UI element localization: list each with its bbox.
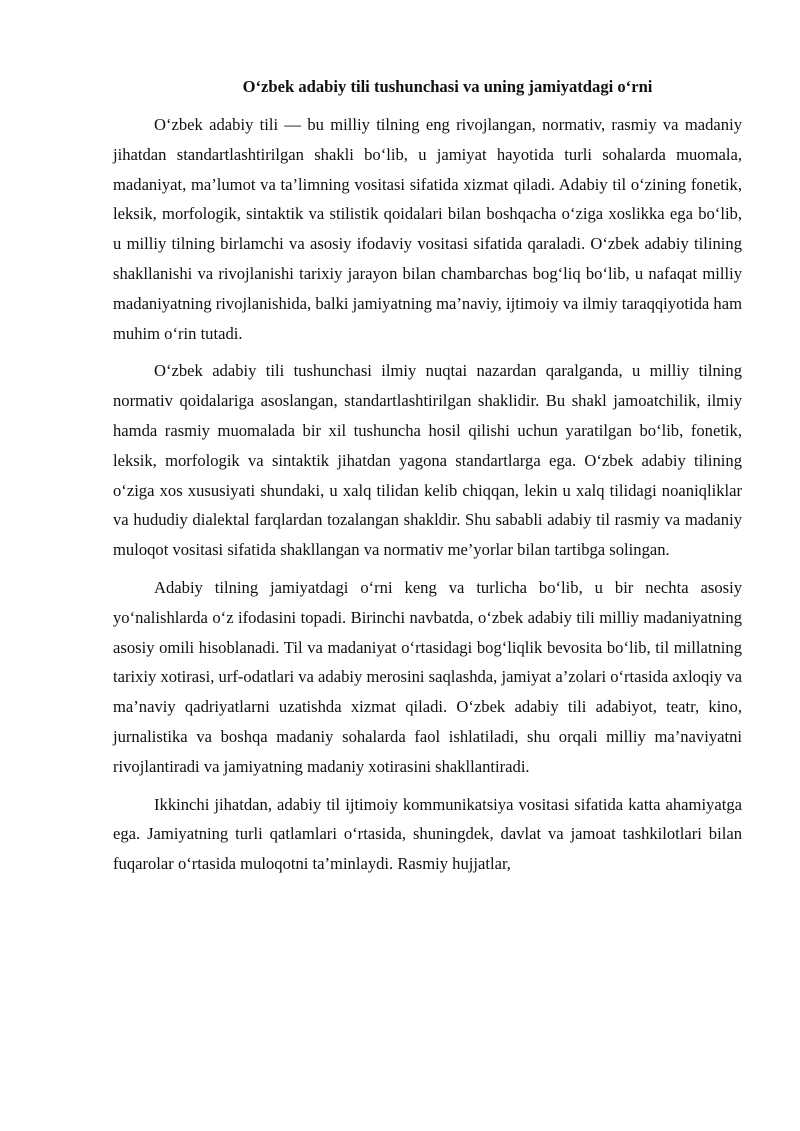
paragraph-3: Adabiy tilning jamiyatdagi o‘rni keng va turlicha bo‘lib, u bir nechta asosiy yo‘nalishlarda o‘z ifodasini topadi. Birinchi navbatda, o‘zbek adabiy tili milliy madaniyatning asosiy omili hisoblanadi. Til va madaniyat o‘rtasidagi bog‘liqlik bevosita bo‘lib, til millatning tarixiy xotirasi, urf-odatlari va adabiy merosini saqlashda, jamiyat a’zolari o‘rtasida axloqiy va ma’naviy qadriyatlarni uzatishda xizmat qiladi. O‘zbek adabiy tili adabiyot, teatr, kino, jurnalistika va boshqa madaniy sohalarda faol ishlatiladi, shu orqali milliy ma’naviyatni rivojlantiradi va jamiyatning madaniy xotirasini shakllantiradi. xyxy=(113,577,742,776)
paragraph-2: O‘zbek adabiy tili tushunchasi ilmiy nuqtai nazardan qaralganda, u milliy tilning normativ qoidalariga asoslangan, standartlashtirilgan shaklidir. Bu shakl jamoatchilik, ilmiy hamda rasmiy muomalada bir xil tushuncha hosil qilishi uchun yaratilgan bo‘lib, fonetik, leksik, morfologik va sintaktik jihatdan yagona standartlarga ega. O‘zbek adabiy tilining o‘ziga xos xususiyati shundaki, u xalq tilidan kelib chiqqan, lekin u xalq tilidagi noaniqliklar va hududiy dialektal farqlardan tozalangan shakldir. Shu sababli adabiy til rasmiy va madaniy muloqot vositasi sifatida shakllangan va normativ me’yorlar bilan tartibga solingan. xyxy=(113,361,742,560)
document-title: O‘zbek adabiy tili tushunchasi va uning jamiyatdagi o‘rni xyxy=(242,77,653,96)
paragraph-4: Ikkinchi jihatdan, adabiy til ijtimoiy kommunikatsiya vositasi sifatida katta ahamiyatga ega. Jamiyatning turli qatlamlari o‘rtasida, shuningdek, davlat va jamoat tashkilotlari bilan fuqarolar o‘rtasida muloqotni ta’minlaydi. Rasmiy hujjatlar, xyxy=(113,794,742,874)
paragraph-1: O‘zbek adabiy tili — bu milliy tilning eng rivojlangan, normativ, rasmiy va madaniy jihatdan standartlashtirilgan shakli bo‘lib, u jamiyat hayotida turli sohalarda muomala, madaniyat, ma’lumot va ta’limning vositasi sifatida xizmat qiladi. Adabiy til o‘zining fonetik, leksik, morfologik, sintaktik va stilistik qoidalari bilan boshqacha o‘ziga xoslikka ega bo‘lib, u milliy tilning birlamchi va asosiy ifodaviy vositasi sifatida qaraladi. O‘zbek adabiy tilining shakllanishi va rivojlanishi tarixiy jarayon bilan chambarchas bog‘liq bo‘lib, u nafaqat milliy madaniyatning rivojlanishida, balki jamiyatning ma’naviy, ijtimoiy va ilmiy taraqqiyotida ham muhim o‘rin tutadi. xyxy=(113,115,742,343)
document-body xyxy=(113,73,742,887)
